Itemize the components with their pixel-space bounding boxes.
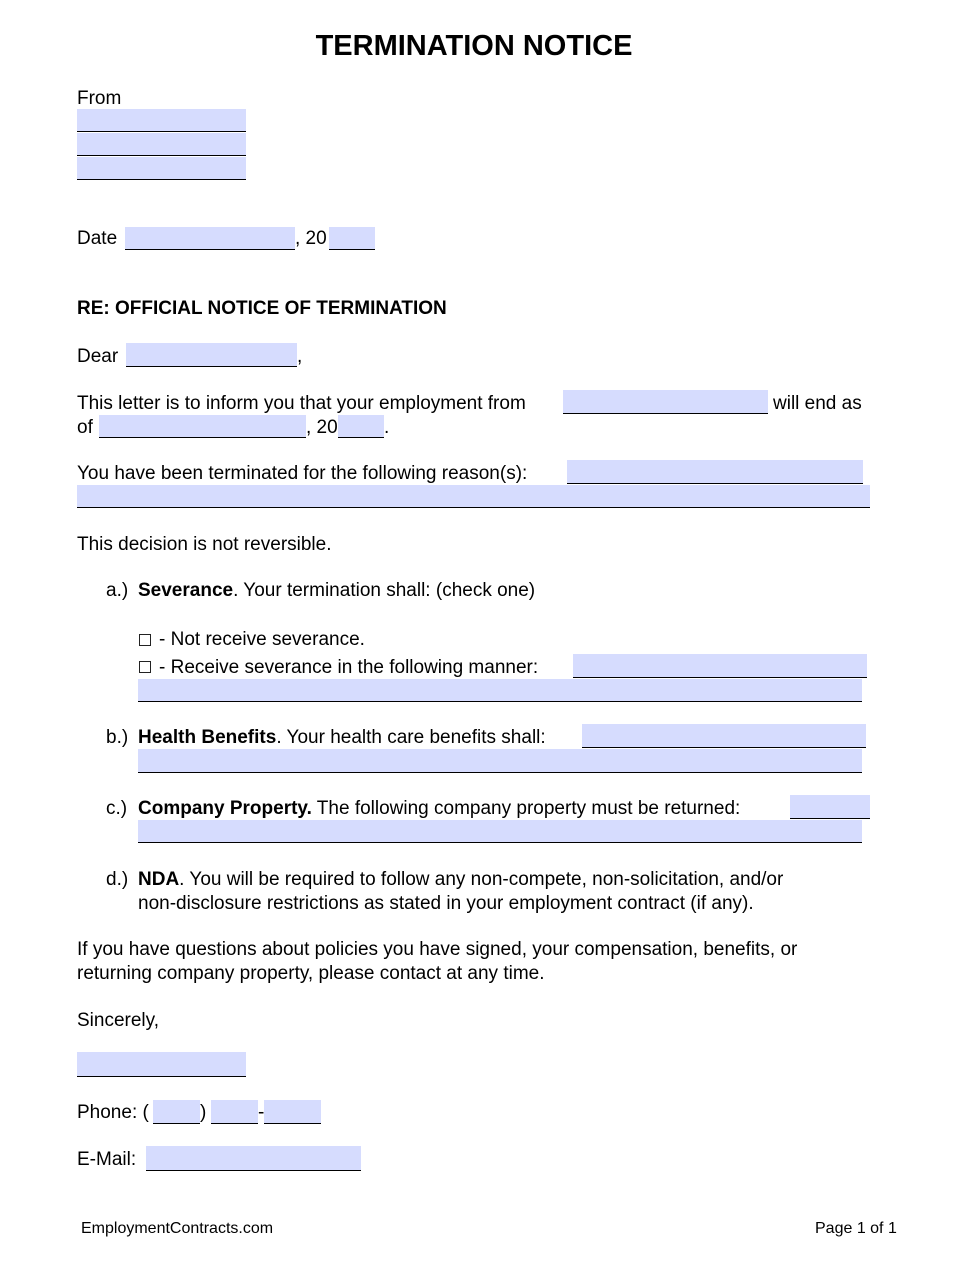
reasons-field-1[interactable]	[567, 460, 863, 484]
item-a-text: . Your termination shall: (check one)	[233, 580, 536, 601]
from-line-2-field[interactable]	[77, 133, 246, 156]
inform-text-3: of	[77, 417, 93, 438]
inform-text-1: This letter is to inform you that your employment from	[77, 393, 526, 414]
end-year-field[interactable]	[338, 415, 384, 438]
inform-text-5: .	[384, 417, 390, 438]
item-b-text: . Your health care benefits shall:	[276, 727, 546, 748]
recipient-name-field[interactable]	[126, 343, 297, 367]
item-a-title: Severance	[138, 580, 234, 601]
phone-line-field[interactable]	[264, 1100, 321, 1124]
date-field[interactable]	[125, 227, 295, 250]
questions-text-1: If you have questions about policies you have signed, your compensation, benefits, or	[77, 939, 798, 960]
dear-label: Dear	[77, 346, 119, 367]
item-a-letter: a.)	[106, 580, 129, 601]
company-property-field-2[interactable]	[138, 820, 862, 843]
signature-field[interactable]	[77, 1052, 246, 1077]
phone-dash: -	[258, 1102, 265, 1123]
item-d-title: NDA	[138, 869, 180, 890]
date-label: Date	[77, 228, 118, 249]
health-benefits-field-2[interactable]	[138, 749, 862, 773]
item-b-content	[138, 727, 546, 749]
email-label: E-Mail:	[77, 1149, 137, 1170]
employer-name-field[interactable]	[563, 390, 768, 414]
questions-text-2: returning company property, please contact at any time.	[77, 963, 545, 984]
from-line-3-field[interactable]	[77, 157, 246, 180]
severance-option-2: - Receive severance in the following manner:	[159, 657, 539, 678]
item-b-letter: b.)	[106, 727, 129, 748]
item-b-title: Health Benefits	[138, 727, 277, 748]
item-d-text-1: . You will be required to follow any non-compete, non-solicitation, and/or	[179, 869, 784, 890]
severance-manner-field-1[interactable]	[573, 654, 867, 678]
phone-area-code-field[interactable]	[153, 1100, 200, 1124]
decision-text: This decision is not reversible.	[77, 534, 332, 555]
reasons-text: You have been terminated for the following reason(s):	[77, 463, 528, 484]
item-c-letter: c.)	[106, 798, 128, 819]
inform-text-4: , 20	[306, 417, 338, 438]
item-d-content	[138, 869, 783, 891]
end-date-field[interactable]	[99, 415, 306, 438]
footer-page-number: Page 1 of 1	[815, 1220, 897, 1237]
receive-severance-checkbox[interactable]	[139, 661, 151, 673]
inform-text-2: will end as	[773, 393, 862, 414]
phone-prefix-field[interactable]	[211, 1100, 258, 1124]
re-line: RE: OFFICIAL NOTICE OF TERMINATION	[77, 298, 447, 319]
item-c-text: The following company property must be returned:	[311, 798, 741, 819]
item-c-content	[138, 798, 740, 820]
not-receive-severance-checkbox[interactable]	[139, 634, 151, 646]
phone-paren: )	[200, 1102, 207, 1123]
item-c-title: Company Property.	[138, 798, 312, 819]
date-year-prefix: , 20	[295, 228, 327, 249]
date-year-field[interactable]	[329, 227, 375, 250]
phone-label: Phone: (	[77, 1102, 149, 1123]
company-property-field-1[interactable]	[790, 795, 870, 819]
health-benefits-field-1[interactable]	[582, 724, 866, 748]
reasons-field-2[interactable]	[77, 485, 870, 508]
item-a-content	[138, 580, 535, 602]
dear-comma: ,	[297, 346, 303, 367]
item-d-text-2: non-disclosure restrictions as stated in your employment contract (if any).	[138, 893, 754, 914]
document-title: TERMINATION NOTICE	[315, 30, 633, 62]
item-d-letter: d.)	[106, 869, 129, 890]
from-line-1-field[interactable]	[77, 109, 246, 132]
severance-option-1: - Not receive severance.	[159, 629, 365, 650]
from-label: From	[77, 88, 122, 109]
severance-manner-field-2[interactable]	[138, 679, 862, 702]
footer-website: EmploymentContracts.com	[81, 1220, 274, 1237]
email-field[interactable]	[146, 1146, 361, 1171]
sincerely-text: Sincerely,	[77, 1010, 160, 1031]
